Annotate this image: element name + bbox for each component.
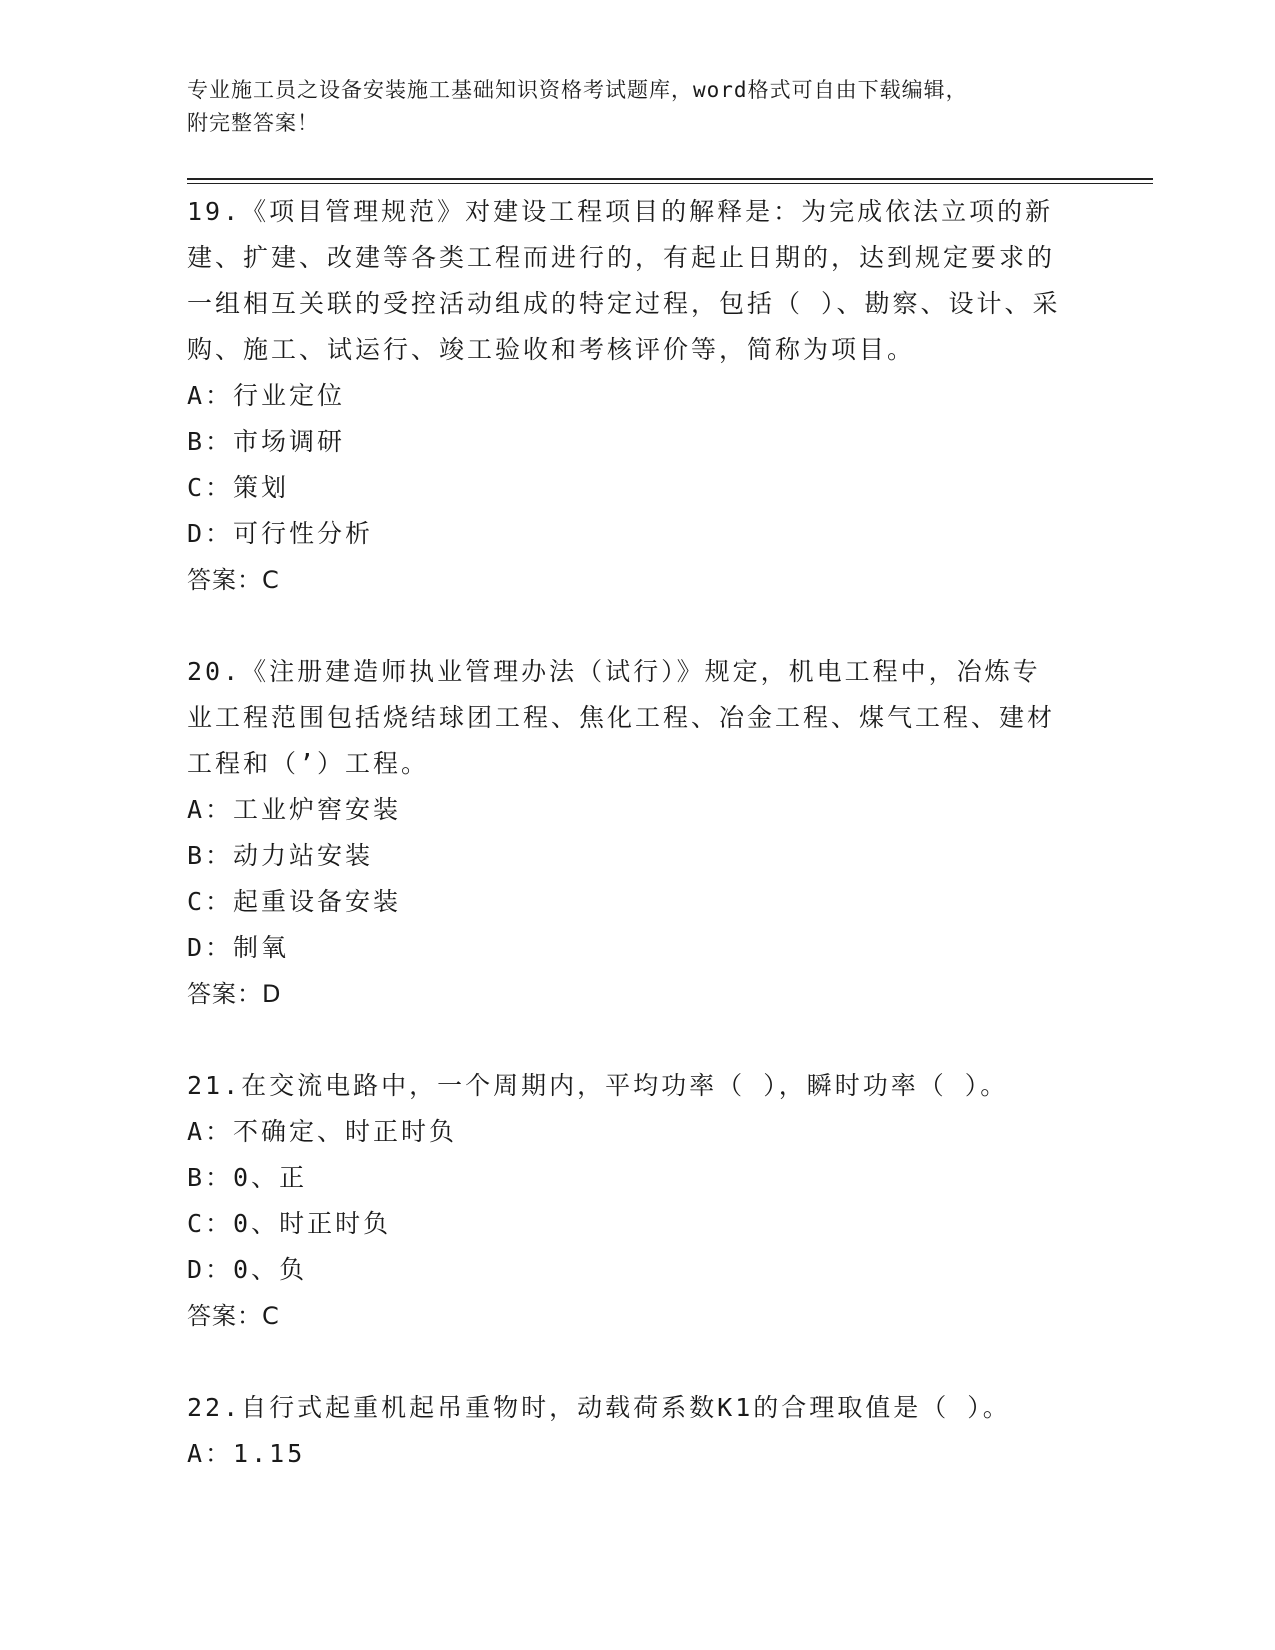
question-spacer xyxy=(187,1339,1087,1385)
header-divider-thin xyxy=(187,183,1153,184)
answer: 答案：C xyxy=(187,566,280,594)
option-c: C：策划 xyxy=(187,473,290,502)
option-a: A：行业定位 xyxy=(187,381,346,410)
question-list xyxy=(187,189,1087,1477)
header-line-1: 专业施工员之设备安装施工基础知识资格考试题库，word格式可自由下载编辑， xyxy=(187,78,968,102)
question-21 xyxy=(187,1063,1087,1339)
option-b: B：动力站安装 xyxy=(187,841,374,870)
option-b: B：市场调研 xyxy=(187,427,346,456)
option-c: C：0、时正时负 xyxy=(187,1209,392,1238)
document-header xyxy=(187,74,1087,140)
answer: 答案：D xyxy=(187,980,282,1008)
question-stem: 22.自行式起重机起吊重物时，动载荷系数K1的合理取值是（ ）。 xyxy=(187,1393,1011,1422)
question-22 xyxy=(187,1385,1087,1477)
question-spacer xyxy=(187,603,1087,649)
question-stem: 21.在交流电路中，一个周期内，平均功率（ ），瞬时功率（ ）。 xyxy=(187,1071,1009,1100)
option-d: D：0、负 xyxy=(187,1255,308,1284)
header-line-2: 附完整答案！ xyxy=(187,111,319,135)
question-20 xyxy=(187,649,1087,1017)
question-stem: 20.《注册建造师执业管理办法（试行）》规定，机电工程中，冶炼专业工程范围包括烧结球团工程、焦化工程、冶金工程、煤气工程、建材工程和（’）工程。 xyxy=(187,657,1056,778)
question-19 xyxy=(187,189,1087,603)
option-a: A：不确定、时正时负 xyxy=(187,1117,458,1146)
option-a: A：1.15 xyxy=(187,1439,306,1468)
answer: 答案：C xyxy=(187,1302,280,1330)
option-c: C：起重设备安装 xyxy=(187,887,402,916)
option-b: B：0、正 xyxy=(187,1163,308,1192)
option-d: D：可行性分析 xyxy=(187,519,374,548)
header-divider-thick xyxy=(187,178,1153,180)
question-spacer xyxy=(187,1017,1087,1063)
option-a: A：工业炉窖安装 xyxy=(187,795,402,824)
option-d: D：制氧 xyxy=(187,933,290,962)
question-stem: 19.《项目管理规范》对建设工程项目的解释是：为完成依法立项的新建、扩建、改建等各类工程而进行的，有起止日期的，达到规定要求的一组相互关联的受控活动组成的特定过程，包括（ ）、勘察、设计、采购、施工、试运行、竣工验收和考核评价等，简称为项目。 xyxy=(187,197,1061,364)
